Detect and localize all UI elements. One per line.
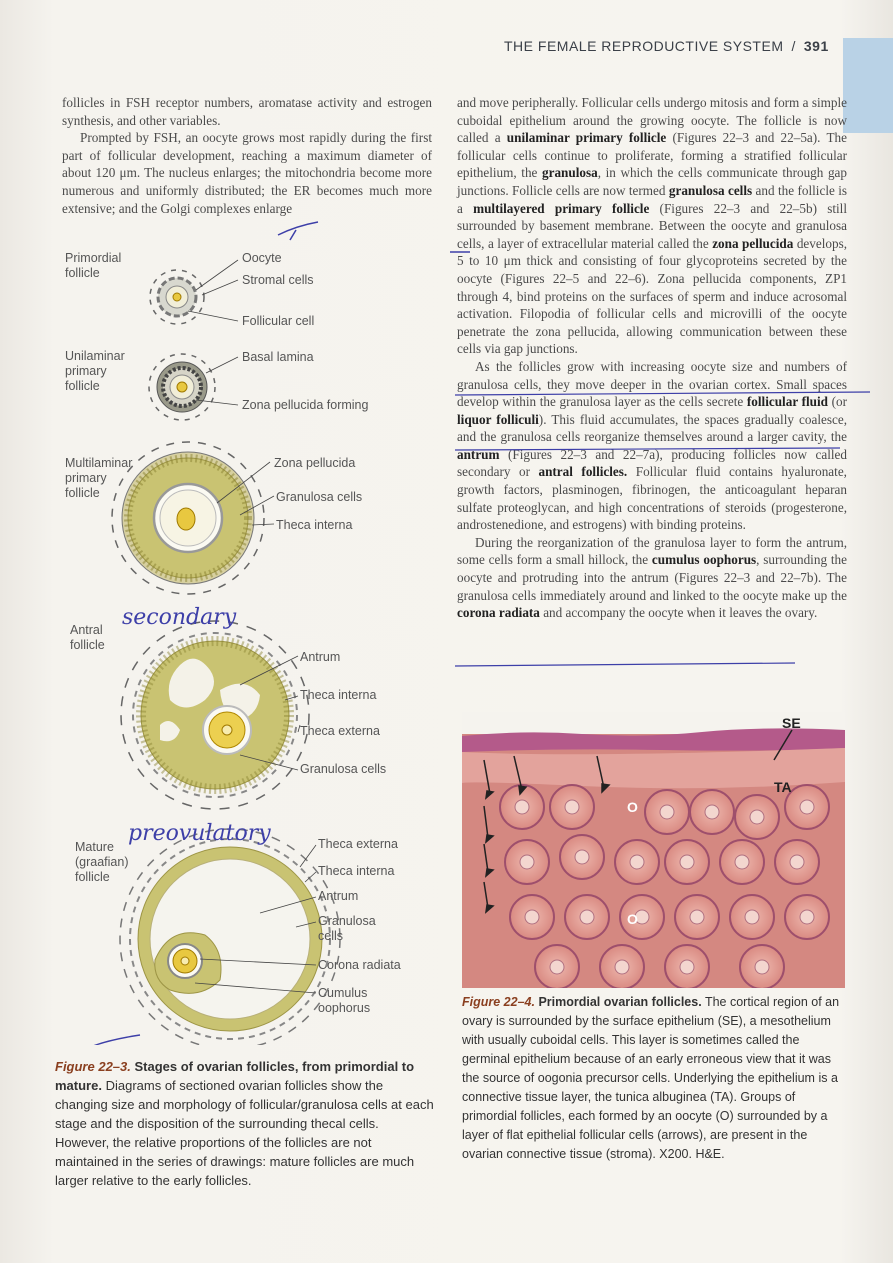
label-antrum-1: Antrum bbox=[300, 650, 341, 664]
oocyte-nucleus bbox=[615, 960, 629, 974]
term-liquor-folliculi: liquor folliculi bbox=[457, 411, 539, 427]
label-granulosa-cells-1: Granulosa cells bbox=[276, 490, 363, 504]
figure-caption-text: Diagrams of sectioned ovarian follicles show the changing size and morphology of follicular/granulosa cells at each stage and the disposition of the surrounding thecal cells. However, the relative proportions of the follicles are not maintained in the series of drawings: mature follicles are much larger relative to the early follicles. bbox=[55, 1078, 434, 1188]
term-granulosa: granulosa bbox=[542, 165, 598, 181]
oocyte-nucleus bbox=[565, 800, 579, 814]
handwritten-preovulatory: preovulatory bbox=[128, 821, 271, 846]
oocyte-nucleus bbox=[800, 800, 814, 814]
text-run: and the follicle is a bbox=[457, 182, 848, 216]
text-run: develops, 5 to 10 μm thick and consisting of four glycoproteins secreted by the oocyte (Figures 22–5 and 22–6). Zona pellucida components, ZP1 through 4, bind proteins on the surfaces of sperm and induce acrosomal activation. Filopodia of follicular cells and microvilli of the oocyte penetrate the zona pellucida, allowing communication between these cells via gap junctions. bbox=[457, 235, 847, 357]
label-antrum-2: Antrum bbox=[318, 889, 359, 903]
oocyte-nucleus bbox=[515, 800, 529, 814]
text-run: , in which the cells communicate through gap junctions. Follicle cells are now termed bbox=[457, 165, 847, 198]
term-granulosa-cells: granulosa cells bbox=[668, 182, 753, 198]
label-follicular-cell: Follicular cell bbox=[242, 314, 315, 328]
label-zona-pellucida-forming: Zona pellucida forming bbox=[242, 398, 369, 412]
figure-title: Stages of ovarian follicles, from primordial to mature. bbox=[55, 1059, 415, 1093]
figure-number: Figure 22–4. bbox=[462, 995, 535, 1009]
text-run: (Figures 22–3 and 22–5a). The follicular cells continue to proliferate, forming a stratified follicular epithelium, the bbox=[457, 130, 847, 181]
oocyte-nucleus bbox=[575, 850, 589, 864]
text-run: As the follicles grow with increasing oocyte size and numbers of granulosa cells, they move deeper in the ovarian cortex. Small spaces develop within the granulosa layer as the cells secrete bbox=[457, 358, 847, 410]
oocyte-nucleus bbox=[790, 855, 804, 869]
text-run: and accompany the oocyte when it leaves the ovary. bbox=[539, 605, 818, 621]
label-theca-interna-3: Theca interna bbox=[318, 864, 395, 878]
handwritten-secondary: secondary bbox=[122, 605, 237, 630]
text-run: During the reorganization of the granulosa layer to form the antrum, some cells form a small hillock, the bbox=[457, 534, 847, 568]
oocyte-nucleus bbox=[735, 855, 749, 869]
multilaminar-follicle-drawing bbox=[112, 442, 274, 594]
text-run: Follicular fluid contains hyaluronate, growth factors, plasminogen, fibrinogen, the anticoagulant heparan sulfate proteoglycan, and high concentrations of steroids (progesterone, androstenedione, and estrogens) with binding proteins. bbox=[457, 464, 847, 533]
primordial-follicle-drawing bbox=[150, 260, 238, 324]
unilaminar-follicle-drawing bbox=[149, 354, 238, 420]
figure-title: Primordial ovarian follicles. bbox=[538, 995, 702, 1009]
term-antrum: antrum bbox=[457, 446, 500, 462]
left-paragraph-2: Prompted by FSH, an oocyte grows most rapidly during the first part of follicular development, reaching a maximum diameter of about 120 μm. The nucleus enlarges; the mitochondria become more numerous and uniformly distributed; the ER becomes much more extensive; and the Golgi complexes enlarge bbox=[62, 130, 432, 216]
oocyte-nucleus bbox=[755, 960, 769, 974]
label-o-1: O bbox=[627, 799, 638, 815]
oocyte-nucleus bbox=[520, 855, 534, 869]
oocyte-nucleus bbox=[630, 855, 644, 869]
label-o-2: O bbox=[627, 911, 638, 927]
stage-label-antral: Antral follicle bbox=[70, 623, 105, 652]
oocyte-nucleus bbox=[745, 910, 759, 924]
oocyte-nucleus bbox=[680, 855, 694, 869]
label-theca-externa-1: Theca externa bbox=[300, 724, 380, 738]
term-zona-pellucida: zona pellucida bbox=[712, 235, 794, 251]
oocyte-nucleus bbox=[680, 960, 694, 974]
label-ta: TA bbox=[774, 779, 792, 795]
oocyte-nucleus bbox=[705, 805, 719, 819]
figure-number: Figure 22–3. bbox=[55, 1059, 131, 1074]
oocyte-nucleus bbox=[660, 805, 674, 819]
oocyte-nucleus bbox=[800, 910, 814, 924]
label-se: SE bbox=[782, 715, 801, 731]
figure-22-3-caption bbox=[55, 1057, 435, 1190]
oocyte-nucleus bbox=[550, 960, 564, 974]
term-antral-follicles: antral follicles. bbox=[538, 464, 628, 480]
label-corona-radiata: Corona radiata bbox=[318, 958, 401, 972]
label-granulosa-cells-3: Granulosa cells bbox=[318, 914, 376, 943]
label-zona-pellucida: Zona pellucida bbox=[274, 456, 356, 470]
text-run: and move peripherally. Follicular cells undergo mitosis and form a simple cuboidal epithelium around the growing oocyte. The follicle is now called a bbox=[457, 95, 847, 146]
label-theca-interna-2: Theca interna bbox=[300, 688, 377, 702]
label-basal-lamina: Basal lamina bbox=[242, 350, 314, 364]
text-run: , surrounding the oocyte and protruding into the antrum (Figures 22–3 and 22–7b). The granulosa cells immediately around and linked to the oocyte make up the bbox=[457, 552, 847, 603]
text-run: (Figures 22–3 and 22–7a), producing follicles now called secondary or bbox=[457, 446, 847, 480]
label-cumulus-oophorus: Cumulus oophorus bbox=[318, 986, 371, 1015]
page-number: 391 bbox=[803, 38, 829, 54]
figure-caption-text: The cortical region of an ovary is surrounded by the surface epithelium (SE), a mesothelium with usually cuboidal cells. This layer is sometimes called the germinal epithelium because of an early erroneous view that it was the source of oogonia precursor cells. Underlying the epithelium is a connective tissue layer, the tunica albuginea (TA). Groups of primordial follicles, each formed by an oocyte (O) surrounded by a layer of flat epithelial follicular cells (arrows), are present in the ovarian connective tissue (stroma). X200. H&E. bbox=[462, 995, 840, 1161]
stage-label-multilaminar: Multilaminar primary follicle bbox=[65, 456, 133, 500]
ovary-micrograph bbox=[462, 712, 845, 988]
term-multilayered: multilayered primary follicle bbox=[473, 200, 650, 216]
term-corona-radiata: corona radiata bbox=[457, 605, 540, 621]
label-theca-externa-2: Theca externa bbox=[318, 837, 398, 851]
term-follicular-fluid: follicular fluid bbox=[746, 394, 828, 410]
left-paragraph-1: follicles in FSH receptor numbers, aromatase activity and estrogen synthesis, and other variables. bbox=[62, 95, 432, 128]
label-stromal-cells: Stromal cells bbox=[242, 273, 314, 287]
antral-follicle-drawing bbox=[121, 621, 309, 809]
oocyte-nucleus bbox=[525, 910, 539, 924]
oocyte-nucleus bbox=[690, 910, 704, 924]
term-unilaminar: unilaminar primary follicle bbox=[506, 130, 667, 146]
stage-label-unilaminar: Unilaminar primary follicle bbox=[65, 349, 125, 393]
mature-follicle-drawing bbox=[120, 829, 340, 1045]
header-separator: / bbox=[791, 38, 796, 54]
stage-label-primordial: Primordial follicle bbox=[65, 251, 122, 280]
term-cumulus-oophorus: cumulus oophorus bbox=[651, 552, 757, 568]
oocyte-nucleus bbox=[580, 910, 594, 924]
chapter-title: THE FEMALE REPRODUCTIVE SYSTEM bbox=[504, 38, 784, 54]
text-run: (or bbox=[827, 394, 847, 410]
stage-label-mature: Mature (graafian) follicle bbox=[75, 840, 129, 884]
label-oocyte: Oocyte bbox=[242, 251, 282, 265]
text-run: (Figures 22–3 and 22–5b) still surrounded by basement membrane. Between the oocyte and granulosa cells, a layer of extracellular material called the bbox=[457, 200, 847, 251]
oocyte-nucleus bbox=[750, 810, 764, 824]
follicle-stages-diagram bbox=[60, 245, 450, 1045]
text-run: ). This fluid accumulates, the spaces gradually coalesce, and the granulosa cells reorganize themselves around a larger cavity, the bbox=[457, 411, 847, 445]
label-theca-interna-1: Theca interna bbox=[276, 518, 353, 532]
label-granulosa-cells-2: Granulosa cells bbox=[300, 762, 387, 776]
figure-22-4-caption bbox=[462, 993, 847, 1164]
